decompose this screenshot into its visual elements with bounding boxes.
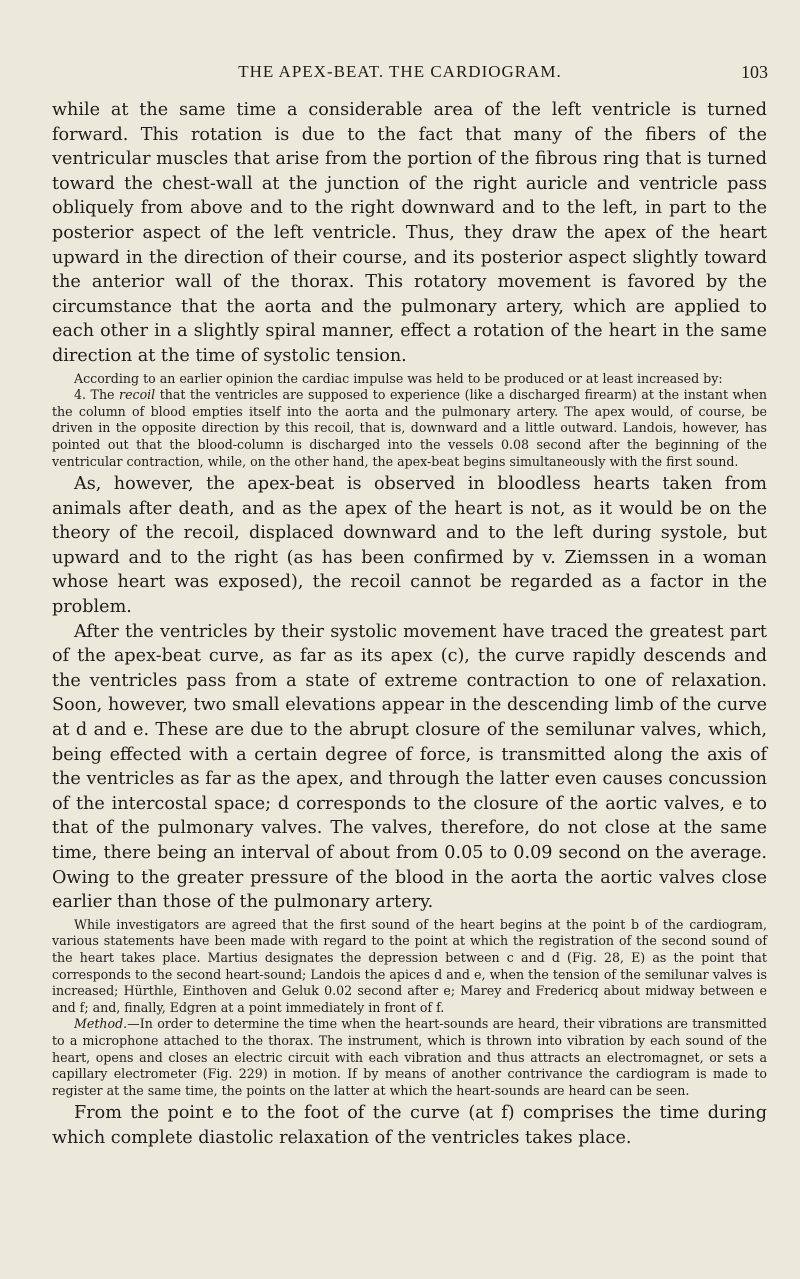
paragraph-earlier-opinion: According to an earlier opinion the cardiac impulse was held to be produced or at least increased by:	[74, 370, 723, 386]
page-body	[52, 98, 767, 1151]
recoil-lead: 4. The	[74, 387, 120, 403]
method-text: —In order to determine the time when the heart-sounds are heard, their vibrations are transmitted to a microphone attached to the thorax. The instrument, which is thrown into vibration by each sound of the heart, opens and closes an electric circuit with each vibration and thus attracts an electromagnet, or sets a capillary electrometer (Fig. 229) in motion. If by means of another contrivance the cardiogram is made to register at the same time, the points on the latter at which the heart-sounds are heard can be seen.	[52, 1016, 767, 1098]
paragraph-diastolic: From the point e to the foot of the curve (at f) comprises the time during which complete diastolic relaxation of the ventricles takes place.	[52, 1103, 767, 1148]
paragraph-method	[52, 1016, 767, 1099]
recoil-term: recoil	[119, 387, 156, 403]
paragraph-recoil	[52, 387, 767, 470]
method-term: Method.	[74, 1016, 128, 1032]
recoil-text: that the ventricles are supposed to experience (like a discharged firearm) at the instant when the column of blood empties itself into the aorta and the pulmonary artery. The apex would, of course, be driven in the opposite direction by this recoil, that is, downward and a little outward. Landois, however, has pointed out that the blood-column is discharged into the vessels 0.08 second after the beginning of the ventricular contraction, while, on the other hand, the apex-beat begins simultaneously with the first sound.	[52, 387, 767, 469]
paragraph-bloodless-hearts: As, however, the apex-beat is observed in bloodless hearts taken from animals after death, and as the apex of the heart is not, as it would be on the theory of the recoil, displaced downward and to the left during systole, but upward and to the right (as has been confirmed by v. Ziemssen in a woman whose heart was exposed), the recoil cannot be regarded as a factor in the problem.	[52, 474, 767, 618]
page-number: 103	[741, 62, 768, 82]
running-header	[0, 62, 800, 86]
paragraph-investigators: While investigators are agreed that the first sound of the heart begins at the point b of the cardiogram, various statements have been made with regard to the point at which the registration of the second sound of the heart takes place. Martius designates the depression between c and d (Fig. 28, E) as the point that corresponds to the second heart-sound; Landois the apices d and e, when the tension of the semilunar valves is increased; Hürthle, Einthoven and Geluk 0.02 second after e; Marey and Fredericq about midway between e and f; and, finally, Edgren at a point immediately in front of f.	[52, 916, 767, 1015]
running-title: THE APEX-BEAT. THE CARDIOGRAM.	[238, 62, 562, 81]
paragraph-apex-beat-curve: After the ventricles by their systolic movement have traced the greatest part of the apex-beat curve, as far as its apex (c), the curve rapidly descends and the ventricles pass from a state of extreme contraction to one of relaxation. Soon, however, two small elevations appear in the descending limb of the curve at d and e. These are due to the abrupt closure of the semilunar valves, which, being effected with a certain degree of force, is transmitted along the axis of the ventricles as far as the apex, and through the latter even causes concussion of the intercostal space; d corresponds to the closure of the aortic valves, e to that of the pulmonary valves. The valves, therefore, do not close at the same time, there being an interval of about from 0.05 to 0.09 second on the average. Owing to the greater pressure of the blood in the aorta the aortic valves close earlier than those of the pulmonary artery.	[52, 621, 767, 913]
paragraph-rotation: while at the same time a considerable area of the left ventricle is turned forward. This rotation is due to the fact that many of the fibers of the ventricular muscles that arise from the portion of the fibrous ring that is turned toward the chest-wall at the junction of the right auricle and ventricle pass obliquely from above and to the right downward and to the left, in part to the posterior aspect of the left ventricle. Thus, they draw the apex of the heart upward in the direction of their course, and its posterior aspect slightly toward the anterior wall of the thorax. This rotatory movement is favored by the circumstance that the aorta and the pulmonary artery, which are applied to each other in a slightly spiral manner, effect a rotation of the heart in the same direction at the time of systolic tension.	[52, 100, 767, 366]
